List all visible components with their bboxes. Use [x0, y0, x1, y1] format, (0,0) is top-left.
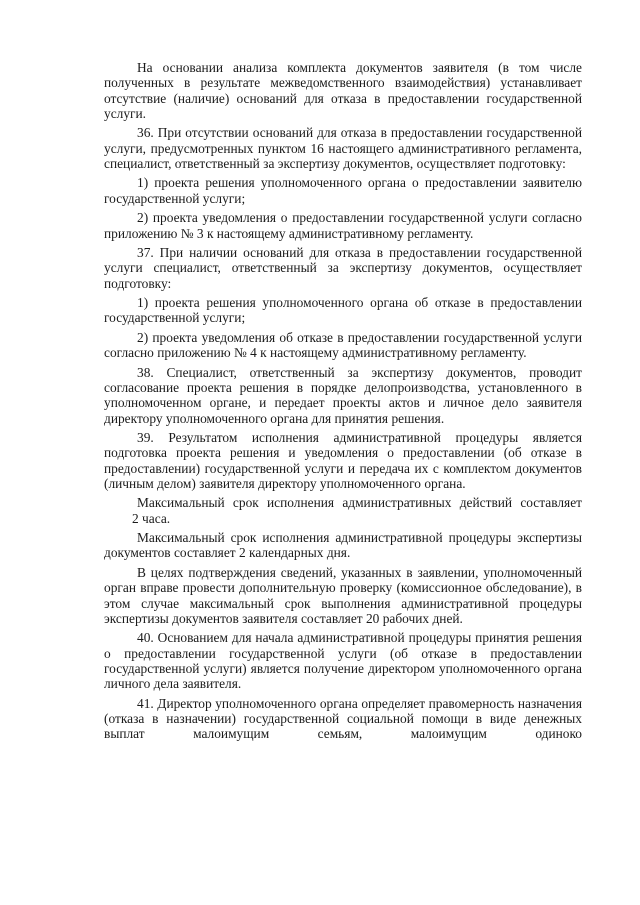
- paragraph-37-item-2: 2) проекта уведомления об отказе в предоставлении государственной услуги согласно приложению № 4 к настоящему административному регламенту.: [104, 329, 582, 361]
- paragraph-40: 40. Основанием для начала административной процедуры принятия решения о предоставлении государственной услуги (об отказе в предоставлении государственной услуги) является получение директором уполномоченного органа личного дела заявителя.: [104, 630, 582, 692]
- paragraph-36-item-2: 2) проекта уведомления о предоставлении государственной услуги согласно приложению № 3 к настоящему административному регламенту.: [104, 210, 582, 241]
- paragraph-41: 41. Директор уполномоченного органа определяет правомерность назначения (отказа в назначении) государственной социальной помощи в виде денежных выплат малоимущим семьям, малоимущим одиноко: [104, 695, 582, 742]
- paragraph-36-item-1: 1) проекта решения уполномоченного органа о предоставлении заявителю государственной услуги;: [104, 175, 582, 206]
- paragraph-max-term-expertise: Максимальный срок исполнения административной процедуры экспертизы документов составляет 2 календарных дня.: [104, 530, 582, 561]
- paragraph-37-item-1: 1) проекта решения уполномоченного органа об отказе в предоставлении государственной услуги;: [104, 295, 582, 326]
- paragraph-basis-analysis: На основании анализа комплекта документов заявителя (в том числе полученных в результате межведомственного взаимодействия) устанавливает отсутствие (наличие) оснований для отказа в предоставлении государственной услуги.: [104, 60, 582, 121]
- paragraph-39: 39. Результатом исполнения административной процедуры является подготовка проекта решения и уведомления о предоставлении (об отказе в предоставлении) государственной услуги и передача их с комплектом документов (личным делом) заявителя директору уполномоченного органа.: [104, 430, 582, 491]
- max-term-actions-text: Максимальный срок исполнения административных действий составляет: [137, 495, 582, 511]
- paragraph-max-term-actions: [104, 495, 582, 526]
- paragraph-37: 37. При наличии оснований для отказа в предоставлении государственной услуги специалист, ответственный за экспертизу документов, осуществляет подготовку:: [104, 245, 582, 291]
- paragraph-38: 38. Специалист, ответственный за экспертизу документов, проводит согласование проекта решения в порядке делопроизводства, установленного в уполномоченном органе, и передает проекты актов и личное дело заявителя директору уполномоченного органа для принятия решения.: [104, 364, 582, 426]
- document-page: [104, 60, 582, 746]
- paragraph-36: 36. При отсутствии оснований для отказа в предоставлении государственной услуги, предусмотренных пунктом 16 настоящего административного регламента, специалист, ответственный за экспертизу документов, осуществляет подготовку:: [104, 125, 582, 171]
- max-term-actions-value: 2 часа.: [132, 510, 171, 526]
- paragraph-additional-check: В целях подтверждения сведений, указанных в заявлении, уполномоченный орган вправе провести дополнительную проверку (комиссионное обследование), в этом случае максимальный срок выполнения административной процедуры экспертизы документов заявителя составляет 20 рабочих дней.: [104, 564, 582, 626]
